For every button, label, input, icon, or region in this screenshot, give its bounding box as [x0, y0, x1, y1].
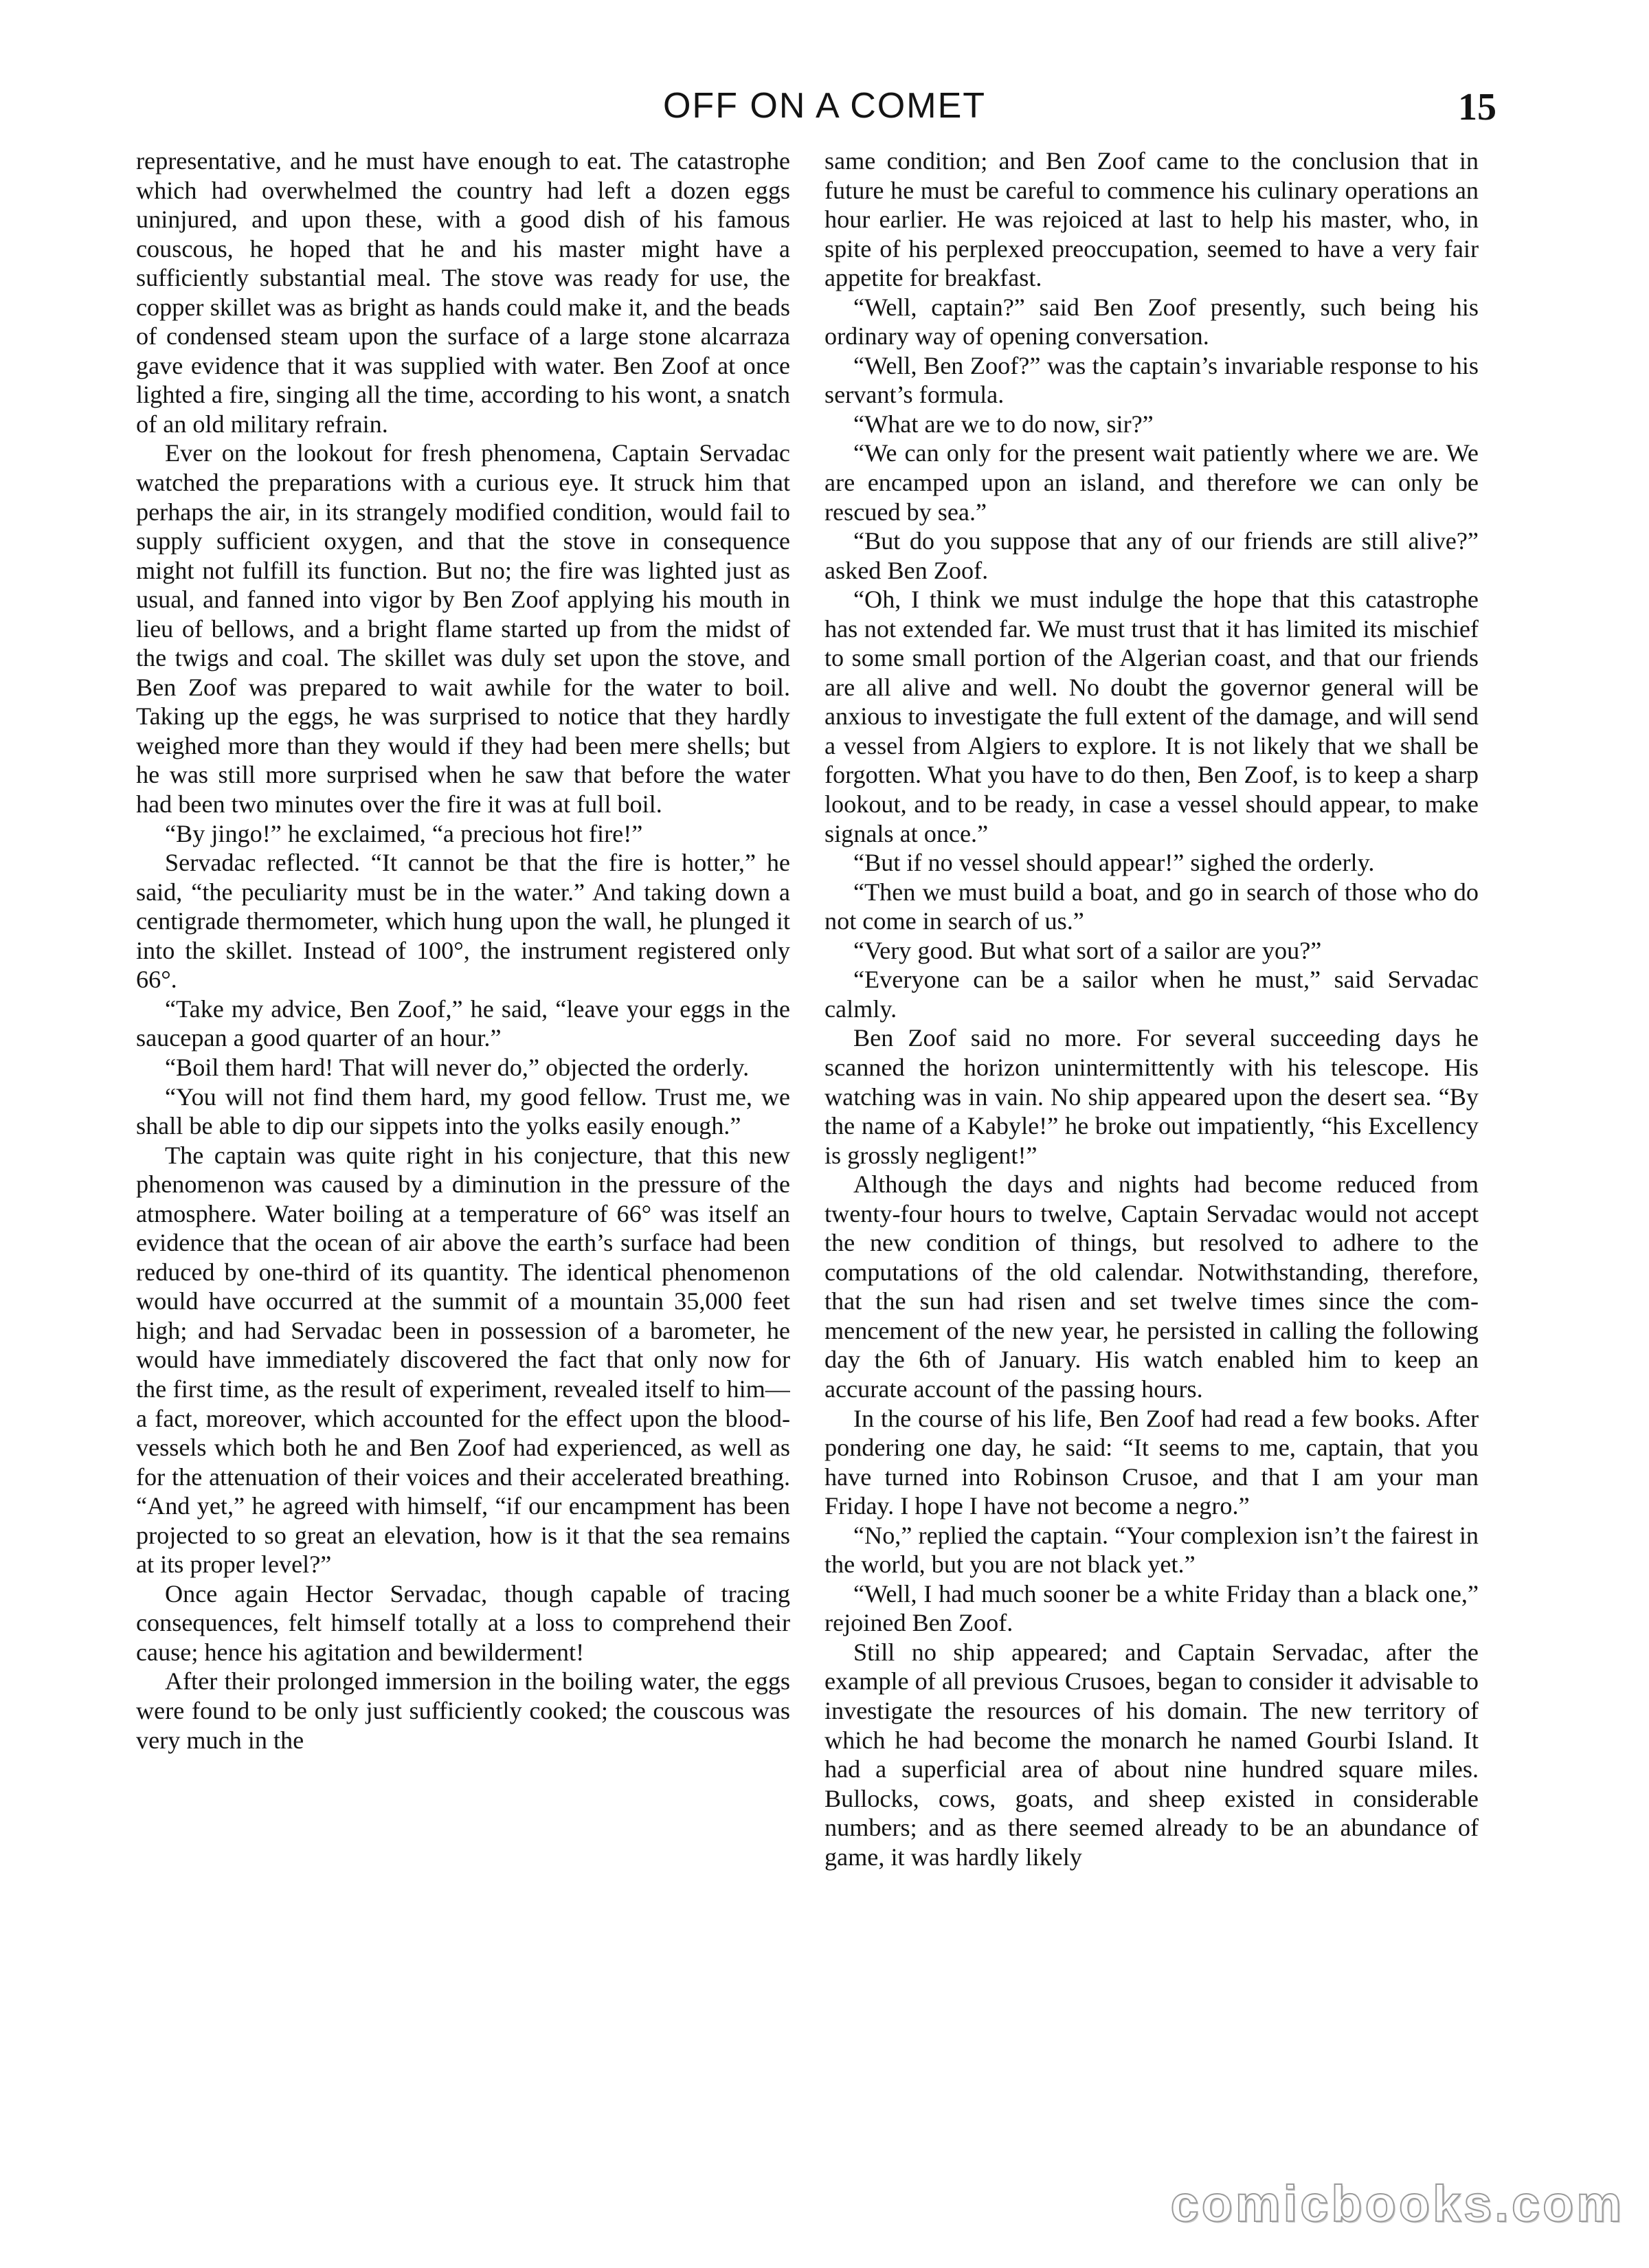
paragraph: Once again Hector Servadac, though capable of tracing consequences, felt himself totally at a loss to comprehend their cause; hence his agitation and bewilderment!: [136, 1579, 790, 1666]
paragraph: “Boil them hard! That will never do,” objected the orderly.: [165, 1053, 750, 1081]
paragraph: In the course of his life, Ben Zoof had read a few books. After pondering one day, he said: “It seems to me, captain, that you have turned into Robinson Crusoe, and that I am your man Friday. I hope I have not become a negro.”: [824, 1404, 1479, 1520]
paragraph: Servadac reflected. “It cannot be that the fire is hotter,” he said, “the peculiarity must be in the water.” And taking down a centigrade thermometer, which hung upon the wall, he plunged it into the skillet. Instead of 100°, the instrument registered only 66°.: [136, 849, 790, 994]
paragraph: “Well, I had much sooner be a white Friday than a black one,” rejoined Ben Zoof.: [824, 1579, 1479, 1637]
paragraph: “Oh, I think we must indulge the hope that this catastrophe has not extended far. We must trust that it has limited its mischief to some small portion of the Algerian coast, and that our friends are all alive and well. No doubt the governor general will be anxious to investigate the full extent of the damage, and will send a vessel from Algiers to explore. It is not likely that we shall be forgotten. What you have to do then, Ben Zoof, is to keep a sharp lookout, and to be ready, in case a vessel should appear, to make signals at once.”: [824, 586, 1479, 847]
left-text-column: [136, 146, 790, 2174]
paragraph: After their prolonged immersion in the boiling water, the eggs were found to be only just sufficiently cooked; the couscous was very much in the: [136, 1667, 790, 1754]
paragraph: “Well, Ben Zoof?” was the captain’s invariable response to his servant’s formula.: [824, 351, 1479, 409]
paragraph: “Very good. But what sort of a sailor are you?”: [853, 936, 1322, 964]
paragraph: “We can only for the present wait patiently where we are. We are encamped upon an island, and therefore we can only be rescued by sea.”: [824, 439, 1479, 526]
paragraph: “No,” replied the captain. “Your complexion isn’t the fairest in the world, but you are not black yet.”: [824, 1521, 1479, 1579]
paragraph: “But do you suppose that any of our friends are still alive?” asked Ben Zoof.: [824, 527, 1479, 584]
paragraph: “What are we to do now, sir?”: [853, 410, 1154, 438]
paragraph: Still no ship appeared; and Captain Servadac, after the example of all previous Crusoes, began to consider it advisable to investigate the resources of his domain. The new territory of which he had become the monarch he named Gourbi Island. It had a superficial area of about nine hundred square miles. Bullocks, cows, goats, and sheep existed in considerable numbers; and as there seemed already to be an abundance of game, it was hardly likely: [824, 1638, 1479, 1871]
page-number: 15: [1458, 86, 1496, 129]
paragraph: representative, and he must have enough to eat. The catastrophe which had overwhelmed the country had left a dozen eggs uninjured, and upon these, with a good dish of his famous couscous, he hoped that he and his master might have a sufficiently substantial meal. The stove was ready for use, the copper skillet was as bright as hands could make it, and the beads of condensed steam upon the surface of a large stone alcarraza gave evidence that it was supplied with water. Ben Zoof at once lighted a fire, singing all the time, according to his wont, a snatch of an old military refrain.: [136, 147, 790, 438]
paragraph: Ben Zoof said no more. For several succeeding days he scanned the horizon unintermittently with his telescope. His watching was in vain. No ship appeared upon the desert sea. “By the name of a Kabyle!” he broke out impatiently, “his Excellency is grossly negligent!”: [824, 1024, 1479, 1169]
paragraph: Although the days and nights had become reduced from twenty-four hours to twelve, Captain Servadac would not accept the new condition of things, but resolved to adhere to the computations of the old calendar. Notwithstanding, therefore, that the sun had risen and set twelve times since the commencement of the new year, he persisted in calling the following day the 6th of January. His watch enabled him to keep an accurate account of the passing hours.: [824, 1170, 1479, 1403]
paragraph: “Take my advice, Ben Zoof,” he said, “leave your eggs in the saucepan a good quarter of an hour.”: [136, 994, 790, 1052]
running-title: OFF ON A COMET: [662, 86, 987, 126]
paragraph: Ever on the lookout for fresh phenomena, Captain Servadac watched the preparations with a curious eye. It struck him that perhaps the air, in its strangely modified condition, would fail to supply sufficient oxygen, and that the stove in consequence might not fulfill its function. But no; the fire was lighted just as usual, and fanned into vigor by Ben Zoof applying his mouth in lieu of bellows, and a bright flame started up from the midst of the twigs and coal. The skillet was duly set upon the stove, and Ben Zoof was prepared to wait awhile for the water to boil. Taking up the eggs, he was surprised to notice that they hardly weighed more than they would if they had been mere shells; but he was still more surprised when he saw that before the water had been two minutes over the fire it was at full boil.: [136, 439, 790, 819]
paragraph: same condition; and Ben Zoof came to the conclusion that in future he must be careful to commence his culinary operations an hour earlier. He was rejoiced at last to help his master, who, in spite of his perplexed preoccupation, seemed to have a very fair appetite for breakfast.: [824, 147, 1479, 292]
site-watermark: comicbooks.com: [1170, 2175, 1624, 2232]
paragraph: The captain was quite right in his conjecture, that this new phenomenon was caused by a diminution in the pressure of the atmosphere. Water boiling at a temperature of 66° was itself an evidence that the ocean of air above the earth’s surface had been reduced by one-third of its quantity. The identical phenomenon would have occurred at the summit of a mountain 35,000 feet high; and had Servadac been in possession of a barometer, he would have immediately discovered the fact that only now for the first time, as the result of experiment, revealed itself to him—a fact, moreover, which accounted for the effect upon the blood-vessels which both he and Ben Zoof had experienced, as well as for the attenuation of their voices and their accelerated breathing. “And yet,” he agreed with himself, “if our encampment has been projected to so great an elevation, how is it that the sea remains at its proper level?”: [136, 1141, 790, 1579]
paragraph: “Well, captain?” said Ben Zoof presently, such being his ordinary way of opening conversation.: [824, 293, 1479, 351]
paragraph: “By jingo!” he exclaimed, “a precious hot fire!”: [165, 819, 643, 847]
paragraph: “Then we must build a boat, and go in search of those who do not come in search of us.”: [824, 878, 1479, 935]
right-text-column: [824, 146, 1479, 2174]
paragraph: “You will not find them hard, my good fellow. Trust me, we shall be able to dip our sippets into the yolks easily enough.”: [136, 1082, 790, 1140]
paragraph: “But if no vessel should appear!” sighed the orderly.: [853, 849, 1375, 877]
paragraph: “Everyone can be a sailor when he must,” said Servadac calmly.: [824, 966, 1479, 1023]
